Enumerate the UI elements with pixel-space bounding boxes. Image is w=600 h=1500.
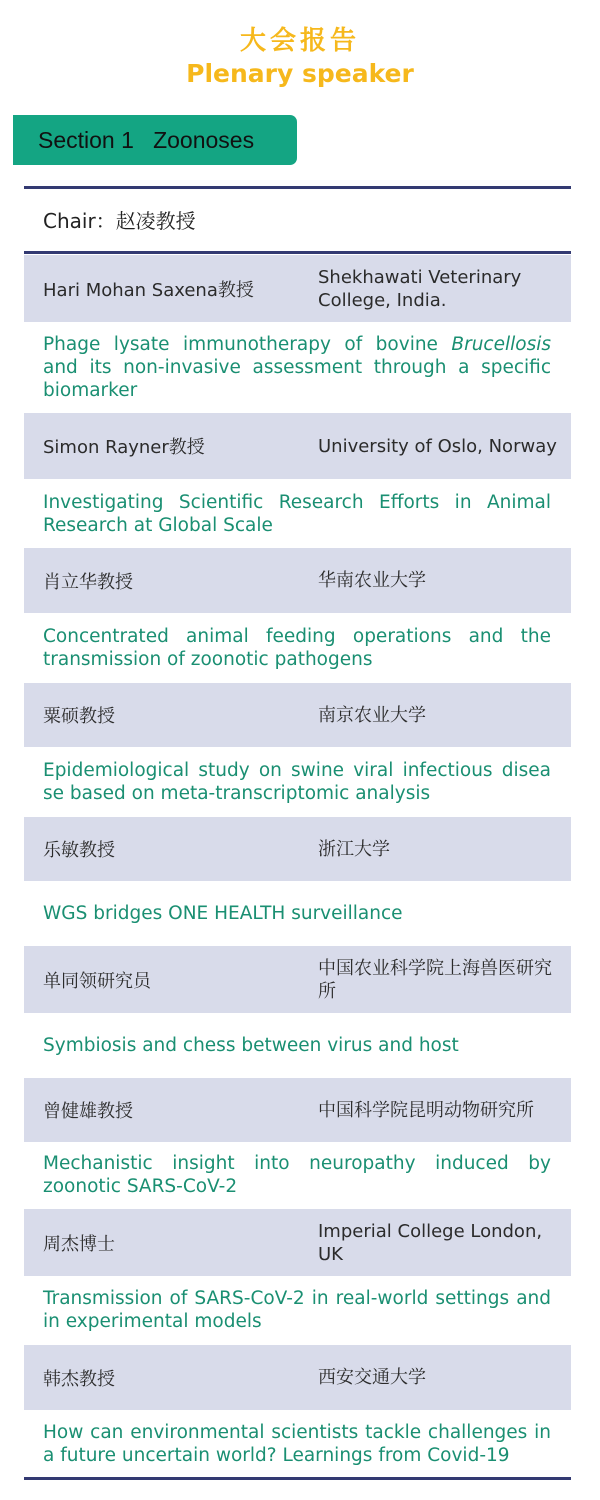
speaker-name: 曾健雄教授 xyxy=(43,1101,133,1122)
talk-title: Investigating Scientific Research Efforts in Animal Research at Global Scale xyxy=(43,492,551,536)
speaker-affiliation: 华南农业大学 xyxy=(318,570,426,591)
top-divider xyxy=(24,186,571,189)
chair-label: Chair： xyxy=(43,209,116,233)
speaker-affiliation: 中国农业科学院上海兽医研究所 xyxy=(318,957,552,1002)
chair-name: 赵凌教授 xyxy=(115,209,196,233)
speaker-affiliation: 中国科学院昆明动物研究所 xyxy=(318,1099,534,1121)
speaker-name: Hari Mohan Saxena教授 xyxy=(43,279,254,301)
speaker-row xyxy=(24,548,571,613)
talk-title: How can environmental scientists tackle challenges in a future uncertain world? Learnings from Covid-19 xyxy=(43,1422,551,1466)
title-chinese: 大会报告 xyxy=(239,26,360,56)
speaker-row xyxy=(24,1078,571,1142)
chair-line xyxy=(43,205,196,234)
speaker-row xyxy=(24,946,571,1013)
talk-title: Symbiosis and chess between virus and host xyxy=(43,1035,459,1056)
speaker-row xyxy=(24,817,571,881)
talk-title-part: Phage lysate immunotherapy of bovine xyxy=(43,334,452,355)
speaker-affiliation: University of Oslo, Norway xyxy=(318,435,557,457)
speaker-row xyxy=(24,683,571,747)
speaker-row xyxy=(24,413,571,479)
talk-title-italic: Brucellosis xyxy=(451,334,551,355)
speaker-affiliation: 浙江大学 xyxy=(318,838,390,860)
chair-divider xyxy=(24,251,571,254)
speaker-name: 肖立华教授 xyxy=(43,571,133,593)
speaker-name: 乐敏教授 xyxy=(43,840,115,861)
section-label: Section 1 Zoonoses xyxy=(38,127,255,153)
speaker-affiliation: 西安交通大学 xyxy=(318,1367,426,1388)
speaker-name: 周杰博士 xyxy=(43,1233,115,1255)
bottom-divider xyxy=(24,1477,571,1480)
title-english: Plenary speaker xyxy=(186,59,414,88)
speaker-name: Simon Rayner教授 xyxy=(43,437,205,458)
talk-title: Mechanistic insight into neuropathy induced by zoonotic SARS-CoV-2 xyxy=(43,1153,551,1197)
talk-title: Transmission of SARS-CoV-2 in real-world settings and in experimental models xyxy=(43,1288,551,1332)
speaker-name: 粟硕教授 xyxy=(43,706,115,727)
talk-title-part: and its non-invasive assessment through a specific biomarker xyxy=(43,357,551,401)
speaker-name: 单同领研究员 xyxy=(43,970,151,992)
talk-title: Concentrated animal feeding operations and the transmission of zoonotic pathogens xyxy=(43,626,551,670)
talk-title: Epidemiological study on swine viral infectious disea se based on meta-transcriptomic analysis xyxy=(43,760,551,804)
speaker-row xyxy=(24,255,571,322)
section-tab xyxy=(13,115,297,165)
speaker-row xyxy=(24,1209,571,1276)
speaker-name: 韩杰教授 xyxy=(43,1368,115,1390)
speaker-affiliation: Imperial College London, UK xyxy=(318,1220,543,1265)
speaker-row xyxy=(24,1345,571,1410)
page-header xyxy=(0,24,600,90)
speaker-affiliation: 南京农业大学 xyxy=(318,704,426,726)
talk-title: WGS bridges ONE HEALTH surveillance xyxy=(43,903,403,924)
speaker-affiliation: Shekhawati Veterinary College, India. xyxy=(318,266,522,311)
talk-title xyxy=(43,333,551,402)
